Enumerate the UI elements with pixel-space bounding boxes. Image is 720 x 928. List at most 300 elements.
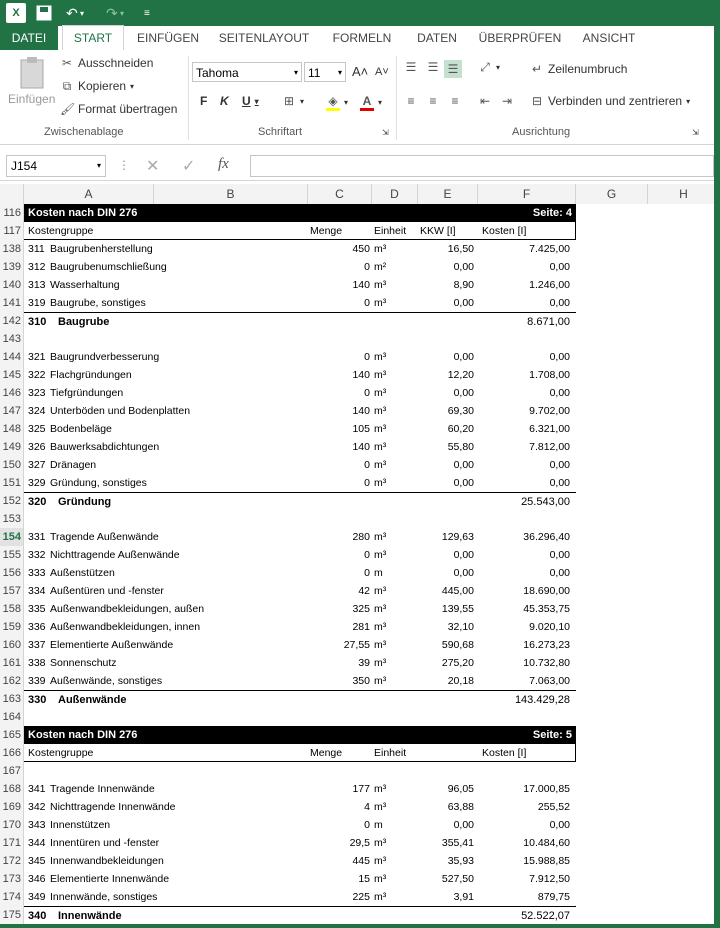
row-header[interactable]: 139 <box>0 258 24 276</box>
cost-value: 15.988,85 <box>523 855 570 867</box>
cost-value: 7.812,00 <box>529 441 570 453</box>
quantity: 140 <box>352 405 370 417</box>
quantity: 140 <box>352 369 370 381</box>
table-row <box>24 780 576 798</box>
row-header[interactable]: 167 <box>0 762 24 780</box>
group-code: 320 <box>28 496 47 508</box>
kkw-value: 69,30 <box>447 405 474 417</box>
row-header[interactable]: 166 <box>0 744 24 762</box>
quantity: 42 <box>358 585 370 597</box>
align-middle-button[interactable] <box>426 60 440 74</box>
orientation-icon: ⤢ <box>480 60 490 74</box>
italic-button[interactable] <box>220 94 229 108</box>
cost-name: Sonnenschutz <box>50 657 117 669</box>
cost-name: Dränagen <box>50 459 97 471</box>
column-header-e[interactable]: E <box>418 184 478 204</box>
kkw-value: 129,63 <box>441 531 474 543</box>
page-label: Seite: 5 <box>532 729 572 741</box>
unit: m³ <box>374 351 387 363</box>
column-label: Kosten [I] <box>482 747 527 759</box>
cost-value: 0,00 <box>549 459 570 471</box>
quantity: 29,5 <box>349 837 370 849</box>
chevron-down-icon: ▾ <box>300 96 305 106</box>
unit: m³ <box>374 369 387 381</box>
table-row <box>24 402 576 420</box>
cost-value: 0,00 <box>549 477 570 489</box>
unit: m³ <box>374 891 387 903</box>
cost-code: 342 <box>28 801 46 813</box>
row-header[interactable]: 161 <box>0 654 24 672</box>
kkw-value: 0,00 <box>453 351 474 363</box>
row-header[interactable]: 172 <box>0 852 24 870</box>
column-header-d[interactable]: D <box>372 184 418 204</box>
row-header[interactable]: 152 <box>0 492 24 510</box>
tab-formulas[interactable]: FORMELN <box>332 31 392 45</box>
align-left-icon: ≡ <box>407 94 415 108</box>
cost-value: 9.020,10 <box>529 621 570 633</box>
table-row <box>24 222 576 240</box>
quantity: 0 <box>364 261 370 273</box>
table-row <box>24 312 576 330</box>
orientation-button[interactable] <box>478 60 500 74</box>
group-total: 52.522,07 <box>521 910 570 922</box>
row-header[interactable]: 153 <box>0 510 24 528</box>
table-row <box>24 240 576 258</box>
paste-label: Einfügen <box>8 92 56 106</box>
table-row <box>24 348 576 366</box>
row-header[interactable]: 171 <box>0 834 24 852</box>
quantity: 0 <box>364 351 370 363</box>
kkw-value: 20,18 <box>447 675 474 687</box>
tab-insert[interactable]: EINFÜGEN <box>136 31 199 45</box>
border-icon: ⊞ <box>283 94 295 108</box>
unit: m³ <box>374 603 387 615</box>
font-size-select[interactable] <box>304 62 346 82</box>
unit: m³ <box>374 657 387 669</box>
cost-code: 334 <box>28 585 46 597</box>
quantity: 280 <box>352 531 370 543</box>
cost-value: 0,00 <box>549 567 570 579</box>
chevron-down-icon: ▾ <box>96 161 101 170</box>
cost-name: Außenwände, sonstiges <box>50 675 163 687</box>
table-row <box>24 906 576 924</box>
cost-name: Bodenbeläge <box>50 423 112 435</box>
kkw-value: 0,00 <box>453 297 474 309</box>
cost-value: 1.246,00 <box>529 279 570 291</box>
row-header[interactable]: 162 <box>0 672 24 690</box>
table-row <box>24 816 576 834</box>
quantity: 140 <box>352 279 370 291</box>
cost-code: 343 <box>28 819 46 831</box>
row-header[interactable]: 150 <box>0 456 24 474</box>
cost-code: 323 <box>28 387 46 399</box>
table-row <box>24 330 576 348</box>
copy-dropdown-icon[interactable]: ▾ <box>130 81 135 91</box>
unit: m³ <box>374 837 387 849</box>
paste-button[interactable] <box>8 56 55 106</box>
chevron-down-icon: ▾ <box>337 68 342 77</box>
row-header[interactable]: 154 <box>0 528 24 546</box>
row-header[interactable]: 147 <box>0 402 24 420</box>
table-row <box>24 672 576 690</box>
quantity: 350 <box>352 675 370 687</box>
table-row <box>24 654 576 672</box>
unit: m³ <box>374 585 387 597</box>
cost-code: 321 <box>28 351 46 363</box>
quantity: 0 <box>364 297 370 309</box>
shrink-font-icon: A˅ <box>375 66 389 78</box>
cost-code: 322 <box>28 369 46 381</box>
column-label: Einheit <box>374 225 407 237</box>
undo-dropdown-icon[interactable]: ▾ <box>80 8 85 18</box>
cost-code: 312 <box>28 261 46 273</box>
decrease-indent-button[interactable] <box>478 94 492 108</box>
formula-bar <box>0 152 720 181</box>
chevron-down-icon: ▾ <box>496 62 501 72</box>
grow-font-icon: A˄ <box>352 64 369 79</box>
table-row <box>24 762 576 780</box>
cost-value: 0,00 <box>549 549 570 561</box>
table-row <box>24 708 576 726</box>
column-header-g[interactable]: G <box>576 184 648 204</box>
merge-center-button[interactable] <box>530 94 690 108</box>
group-code: 330 <box>28 694 47 706</box>
unit: m³ <box>374 549 387 561</box>
cancel-icon[interactable]: ✕ <box>146 158 160 175</box>
table-row <box>24 744 576 762</box>
kkw-value: 32,10 <box>447 621 474 633</box>
copy-icon: ⧉ <box>62 79 72 93</box>
excel-logo-icon: X <box>6 3 26 23</box>
grow-font-button[interactable] <box>352 64 368 79</box>
cut-label: Ausschneiden <box>78 56 154 70</box>
increase-indent-icon: ⇥ <box>501 94 513 108</box>
name-box-value: J154 <box>11 159 38 173</box>
kkw-value: 445,00 <box>441 585 474 597</box>
font-name-select[interactable] <box>192 62 302 82</box>
table-row <box>24 618 576 636</box>
column-label: Kostengruppe <box>28 225 94 237</box>
table-row <box>24 276 576 294</box>
row-header[interactable]: 173 <box>0 870 24 888</box>
tab-review[interactable]: ÜBERPRÜFEN <box>478 31 562 45</box>
row-header[interactable]: 158 <box>0 600 24 618</box>
insert-function-button[interactable]: fx <box>218 156 229 172</box>
format-painter-button[interactable] <box>60 102 177 116</box>
cost-name: Wasserhaltung <box>50 279 120 291</box>
align-center-button[interactable] <box>426 94 440 108</box>
wrap-text-icon: ↵ <box>531 62 543 76</box>
cost-name: Außenwandbekleidungen, innen <box>50 621 201 633</box>
cut-button[interactable] <box>60 56 153 70</box>
quantity: 0 <box>364 567 370 579</box>
kkw-value: 0,00 <box>453 477 474 489</box>
unit: m³ <box>374 387 387 399</box>
font-dialog-launcher-icon[interactable]: ⇲ <box>382 128 389 137</box>
table-row <box>24 546 576 564</box>
row-header[interactable]: 170 <box>0 816 24 834</box>
quantity: 0 <box>364 387 370 399</box>
align-bottom-button[interactable] <box>444 60 462 78</box>
row-header[interactable]: 174 <box>0 888 24 906</box>
redo-icon[interactable]: ↷ <box>106 4 118 21</box>
fill-color-button[interactable] <box>326 94 348 111</box>
cost-code: 345 <box>28 855 46 867</box>
cost-code: 344 <box>28 837 46 849</box>
title-bar <box>0 0 720 26</box>
cost-value: 45.353,75 <box>523 603 570 615</box>
table-row <box>24 600 576 618</box>
table-row <box>24 564 576 582</box>
row-header[interactable]: 159 <box>0 618 24 636</box>
chevron-down-icon: ▾ <box>686 96 691 106</box>
column-header-f[interactable]: F <box>478 184 576 204</box>
row-header[interactable]: 141 <box>0 294 24 312</box>
cost-code: 335 <box>28 603 46 615</box>
group-code: 340 <box>28 910 47 922</box>
quantity: 225 <box>352 891 370 903</box>
table-row <box>24 492 576 510</box>
table-row <box>24 456 576 474</box>
table-row <box>24 384 576 402</box>
unit: m³ <box>374 459 387 471</box>
cost-value: 0,00 <box>549 387 570 399</box>
table-row <box>24 438 576 456</box>
column-label: Einheit <box>374 747 407 759</box>
kkw-value: 0,00 <box>453 387 474 399</box>
alignment-group-label: Ausrichtung <box>512 126 571 138</box>
column-headers <box>0 184 720 205</box>
table-row <box>24 582 576 600</box>
cost-code: 339 <box>28 675 46 687</box>
row-header[interactable]: 164 <box>0 708 24 726</box>
cost-value: 7.425,00 <box>529 243 570 255</box>
unit: m³ <box>374 477 387 489</box>
unit: m³ <box>374 621 387 633</box>
cost-name: Flachgründungen <box>50 369 132 381</box>
row-header[interactable]: 144 <box>0 348 24 366</box>
column-label: Kostengruppe <box>28 747 94 759</box>
tab-page-layout[interactable]: SEITENLAYOUT <box>218 31 310 45</box>
quantity: 450 <box>352 243 370 255</box>
cost-name: Elementierte Innenwände <box>50 873 170 885</box>
formula-input[interactable] <box>250 155 714 177</box>
cost-value: 7.063,00 <box>529 675 570 687</box>
cost-value: 7.912,50 <box>529 873 570 885</box>
unit: m² <box>374 261 387 273</box>
kkw-value: 96,05 <box>447 783 474 795</box>
kkw-value: 0,00 <box>453 819 474 831</box>
column-label: KKW [I] <box>420 225 456 237</box>
alignment-dialog-launcher-icon[interactable]: ⇲ <box>692 128 699 137</box>
tab-start[interactable]: START <box>62 25 124 52</box>
row-header[interactable]: 157 <box>0 582 24 600</box>
group-total: 25.543,00 <box>521 496 570 508</box>
customize-qat-icon[interactable]: ≡ <box>144 7 150 19</box>
align-right-button[interactable] <box>448 94 462 108</box>
cost-value: 6.321,00 <box>529 423 570 435</box>
worksheet-grid[interactable] <box>24 204 720 928</box>
cost-code: 331 <box>28 531 46 543</box>
unit: m³ <box>374 783 387 795</box>
cost-code: 333 <box>28 567 46 579</box>
quantity: 4 <box>364 801 370 813</box>
quantity: 0 <box>364 819 370 831</box>
row-header[interactable]: 146 <box>0 384 24 402</box>
merge-icon: ⊟ <box>531 94 543 108</box>
select-all-button[interactable] <box>0 184 24 204</box>
column-header-b[interactable]: B <box>154 184 308 204</box>
cost-name: Baugrube, sonstiges <box>50 297 146 309</box>
cost-name: Tiefgründungen <box>50 387 124 399</box>
row-header[interactable]: 169 <box>0 798 24 816</box>
tab-file[interactable]: DATEI <box>0 26 58 50</box>
cost-value: 0,00 <box>549 351 570 363</box>
align-center-icon: ≡ <box>429 94 437 108</box>
cost-name: Außenwandbekleidungen, außen <box>50 603 205 615</box>
clipboard-group-label: Zwischenablage <box>44 126 124 138</box>
column-header-h[interactable]: H <box>648 184 720 204</box>
row-header[interactable]: 165 <box>0 726 24 744</box>
kkw-value: 0,00 <box>453 567 474 579</box>
cost-name: Elementierte Außenwände <box>50 639 174 651</box>
cost-name: Tragende Außenwände <box>50 531 159 543</box>
cost-value: 0,00 <box>549 297 570 309</box>
cost-value: 9.702,00 <box>529 405 570 417</box>
ribbon-tabs <box>0 26 720 51</box>
cost-value: 16.273,23 <box>523 639 570 651</box>
window-border <box>0 924 720 928</box>
increase-indent-button[interactable] <box>500 94 514 108</box>
kkw-value: 275,20 <box>441 657 474 669</box>
chevron-down-icon: ▾ <box>344 98 349 107</box>
table-row <box>24 474 576 492</box>
row-header[interactable]: 117 <box>0 222 24 240</box>
italic-label: K <box>220 94 229 108</box>
row-header[interactable]: 160 <box>0 636 24 654</box>
row-header[interactable]: 140 <box>0 276 24 294</box>
table-row <box>24 366 576 384</box>
kkw-value: 60,20 <box>447 423 474 435</box>
align-left-button[interactable] <box>404 94 418 108</box>
table-row <box>24 852 576 870</box>
row-header[interactable]: 145 <box>0 366 24 384</box>
name-box[interactable] <box>6 155 106 177</box>
row-header[interactable]: 156 <box>0 564 24 582</box>
cost-code: 337 <box>28 639 46 651</box>
table-row <box>24 294 576 312</box>
cost-name: Bauwerksabdichtungen <box>50 441 160 453</box>
unit: m³ <box>374 531 387 543</box>
copy-button[interactable] <box>60 79 134 93</box>
row-header[interactable]: 168 <box>0 780 24 798</box>
unit: m³ <box>374 639 387 651</box>
align-bottom-icon: ☰ <box>447 62 459 76</box>
window-border <box>714 0 720 928</box>
wrap-text-label: Zeilenumbruch <box>548 62 628 76</box>
row-header[interactable]: 148 <box>0 420 24 438</box>
align-top-button[interactable] <box>404 60 418 74</box>
kkw-value: 355,41 <box>441 837 474 849</box>
tab-data[interactable]: DATEN <box>417 31 457 45</box>
font-size-value: 11 <box>308 66 321 80</box>
quantity: 105 <box>352 423 370 435</box>
row-header[interactable]: 138 <box>0 240 24 258</box>
unit: m <box>374 819 383 831</box>
cost-name: Nichttragende Außenwände <box>50 549 180 561</box>
row-header[interactable]: 149 <box>0 438 24 456</box>
paint-bucket-icon: ◈ <box>326 94 340 111</box>
unit: m³ <box>374 243 387 255</box>
column-header-a[interactable]: A <box>24 184 154 204</box>
cost-code: 338 <box>28 657 46 669</box>
group-name: Außenwände <box>58 694 127 706</box>
table-row <box>24 528 576 546</box>
table-row <box>24 834 576 852</box>
underline-button[interactable] <box>242 94 259 108</box>
table-row <box>24 420 576 438</box>
undo-icon[interactable]: ↶ <box>66 4 78 21</box>
row-header[interactable]: 163 <box>0 690 24 708</box>
kkw-value: 8,90 <box>453 279 474 291</box>
font-color-button[interactable] <box>360 94 382 111</box>
row-header[interactable]: 142 <box>0 312 24 330</box>
redo-dropdown-icon[interactable]: ▾ <box>120 8 125 18</box>
row-header[interactable]: 116 <box>0 204 24 222</box>
cost-code: 329 <box>28 477 46 489</box>
tab-view[interactable]: ANSICHT <box>582 31 636 45</box>
table-row <box>24 636 576 654</box>
cost-value: 0,00 <box>549 261 570 273</box>
quantity: 177 <box>352 783 370 795</box>
cost-value: 10.732,80 <box>523 657 570 669</box>
cost-value: 10.484,60 <box>523 837 570 849</box>
row-header[interactable]: 175 <box>0 906 24 924</box>
bold-button[interactable] <box>200 94 207 108</box>
column-label: Kosten [I] <box>482 225 527 237</box>
enter-icon[interactable]: ✓ <box>182 158 196 175</box>
column-header-c[interactable]: C <box>308 184 372 204</box>
row-header[interactable]: 143 <box>0 330 24 348</box>
cost-code: 326 <box>28 441 46 453</box>
quantity: 0 <box>364 477 370 489</box>
unit: m³ <box>374 675 387 687</box>
cost-value: 17.000,85 <box>523 783 570 795</box>
kkw-value: 0,00 <box>453 261 474 273</box>
chevron-down-icon: ▾ <box>378 98 383 107</box>
row-header[interactable]: 155 <box>0 546 24 564</box>
row-header[interactable]: 151 <box>0 474 24 492</box>
kkw-value: 590,68 <box>441 639 474 651</box>
table-row <box>24 258 576 276</box>
table-row <box>24 726 576 744</box>
font-color-icon: A <box>360 94 374 111</box>
wrap-text-button[interactable] <box>530 62 627 76</box>
kkw-value: 0,00 <box>453 459 474 471</box>
borders-button[interactable] <box>282 94 304 108</box>
cost-name: Nichttragende Innenwände <box>50 801 176 813</box>
quantity: 39 <box>358 657 370 669</box>
shrink-font-button[interactable] <box>375 66 389 78</box>
save-icon[interactable] <box>36 3 52 23</box>
cost-name: Außenstützen <box>50 567 115 579</box>
cost-code: 327 <box>28 459 46 471</box>
table-row <box>24 510 576 528</box>
unit: m³ <box>374 801 387 813</box>
cost-name: Baugrundverbesserung <box>50 351 160 363</box>
cost-code: 349 <box>28 891 46 903</box>
scissors-icon: ✂ <box>61 56 73 70</box>
